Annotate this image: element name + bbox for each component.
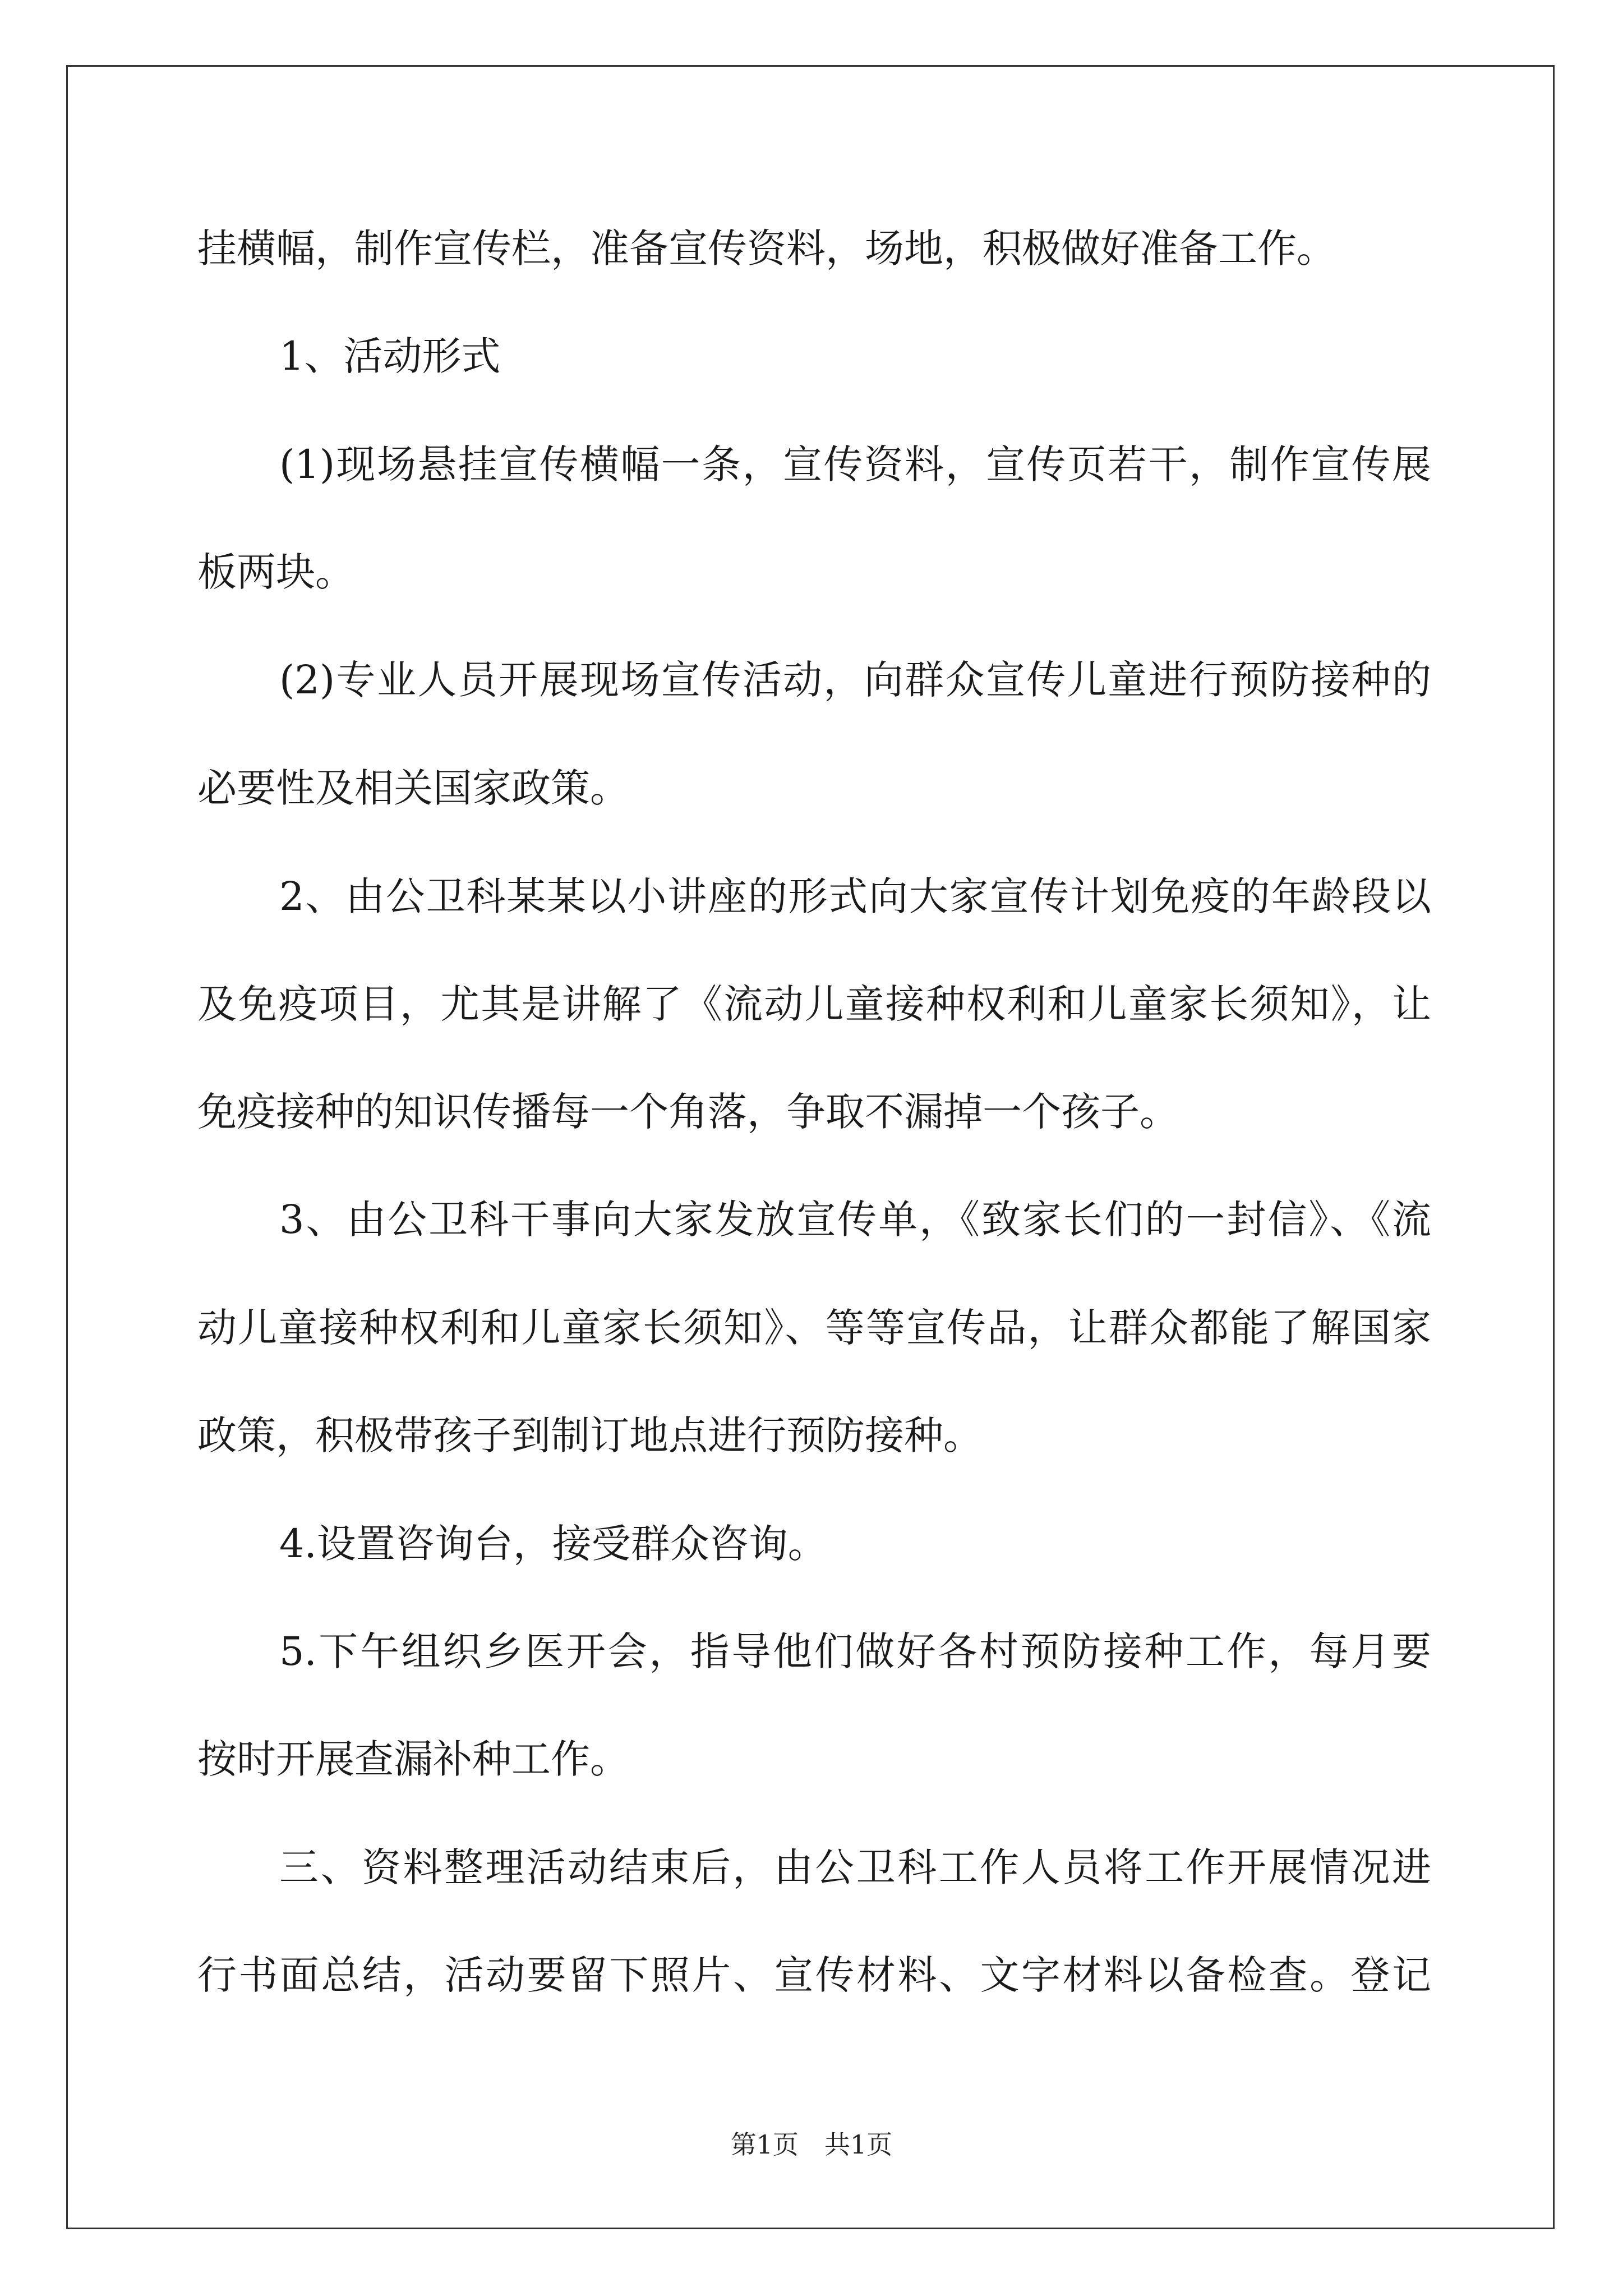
text-line: 挂横幅，制作宣传栏，准备宣传资料，场地，积极做好准备工作。 — [197, 226, 1336, 272]
text-line: 政策，积极带孩子到制订地点进行预防接种。 — [197, 1412, 983, 1458]
text-line: 4.设置咨询台，接受群众咨询。 — [279, 1521, 827, 1567]
text-line: 3、由公卫科干事向大家发放宣传单，《致家长们的一封信》、《流 — [279, 1197, 1431, 1243]
page-footer: 第1页 共1页 — [730, 2129, 893, 2160]
text-line: 5.下午组织乡医开会，指导他们做好各村预防接种工作，每月要 — [279, 1628, 1431, 1674]
text-line: 行书面总结，活动要留下照片、宣传材料、文字材料以备检查。登记 — [197, 1952, 1431, 1998]
text-line: (2)专业人员开展现场宣传活动，向群众宣传儿童进行预防接种的 — [279, 657, 1431, 703]
text-line: 板两块。 — [197, 549, 354, 595]
text-line: 2、由公卫科某某以小讲座的形式向大家宣传计划免疫的年龄段以 — [279, 873, 1431, 919]
text-line: 1、活动形式 — [279, 333, 501, 379]
text-line: (1)现场悬挂宣传横幅一条，宣传资料，宣传页若干，制作宣传展 — [279, 441, 1431, 487]
page-border — [66, 65, 1555, 2229]
text-line: 三、资料整理活动结束后，由公卫科工作人员将工作开展情况进 — [279, 1844, 1431, 1890]
text-line: 及免疫项目，尤其是讲解了《流动儿童接种权利和儿童家长须知》，让 — [197, 981, 1431, 1027]
text-line: 免疫接种的知识传播每一个角落，争取不漏掉一个孩子。 — [197, 1089, 1179, 1135]
text-line: 按时开展查漏补种工作。 — [197, 1736, 629, 1782]
text-line: 必要性及相关国家政策。 — [197, 765, 629, 811]
text-line: 动儿童接种权利和儿童家长须知》、等等宣传品，让群众都能了解国家 — [197, 1305, 1431, 1351]
